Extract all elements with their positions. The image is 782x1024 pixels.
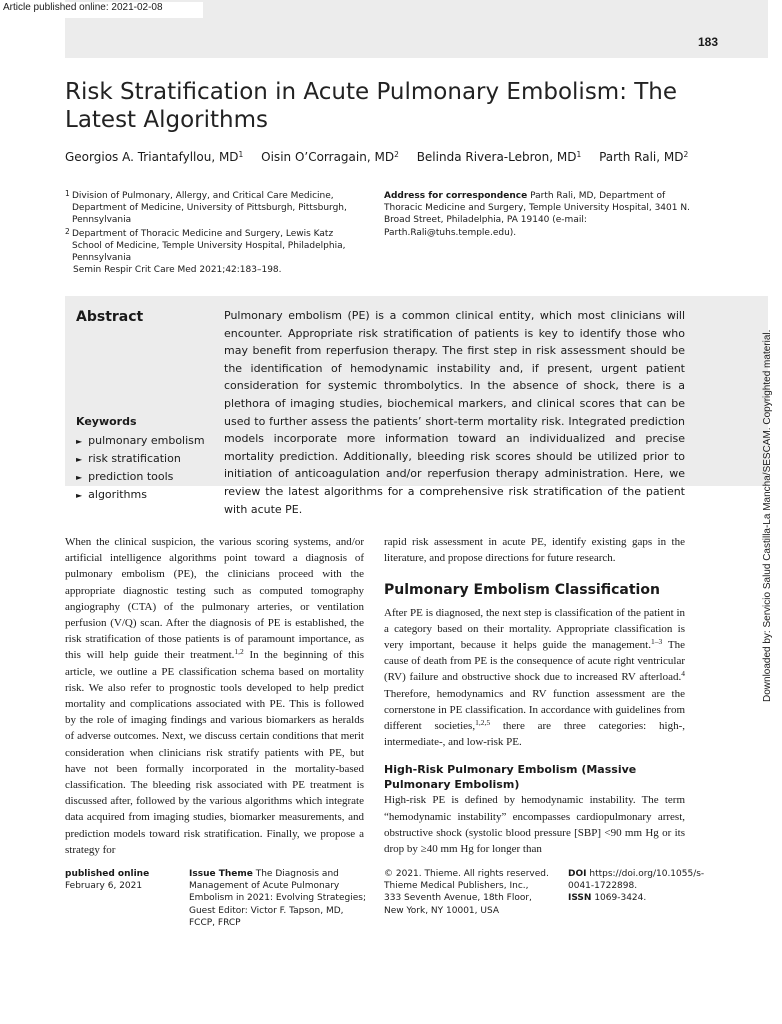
footer-issue-theme: Issue Theme The Diagnosis and Management of Acute Pulmonary Embolism in 2021: Evolving Strategies; Guest Editor: Victor F. Tapson, MD, FCCP, FRCP	[189, 869, 366, 928]
download-watermark: Downloaded by: Servicio Salud Castilla-La Mancha/SESCAM. Copyrighted material.	[762, 329, 773, 702]
body-paragraph: After PE is diagnosed, the next step is classification of the patient in a category based on their mortality. Appropriate classification is very important, because it helps guide the management.$^{1-3}$ The cause of death from PE is the consequence of acute right ventricular (RV) failure and obstructive shock due to increased RV afterload.$^4$ Therefore, hemodynamics and RV function assessment are the cornerstone in PE classification. In accordance with guidelines from different societies,$^{1,2,5}$ there are three categories: high-, intermediate-, and low-risk PE.	[384, 606, 685, 749]
keywords-heading: Keywords	[76, 415, 137, 428]
publication-notice: Article published online: 2021-02-08	[0, 2, 203, 18]
reference-marker[interactable]: 1,2	[234, 647, 244, 657]
reference-marker[interactable]: 1–3	[650, 637, 663, 647]
body-column-left	[65, 534, 364, 858]
author: Parth Rali, $MD^2$	[599, 150, 689, 164]
reference-marker[interactable]: 1,2,5	[475, 718, 491, 728]
keyword-item: ► prediction tools	[76, 468, 205, 486]
footer-doi: DOI https://doi.org/10.1055/s-0041-1722898. ISSN 1069-3424.	[568, 869, 705, 904]
page-number: 183	[697, 35, 718, 49]
keyword-item: ► algorithms	[76, 486, 205, 504]
affiliation: 2 Department of Thoracic Medicine and Surgery, Lewis Katz School of Medicine, Temple University Hospital, Philadelphia, Pennsylvania	[65, 227, 346, 264]
affiliation: 1 Division of Pulmonary, Allergy, and Critical Care Medicine, Department of Medicine, University of Pittsburgh, Pittsburgh, Pennsylvania	[65, 189, 347, 226]
body-paragraph: rapid risk assessment in acute PE, identify existing gaps in the literature, and propose directions for future research.	[384, 536, 685, 565]
keywords-list	[76, 432, 205, 504]
reference-marker[interactable]: 4	[681, 669, 685, 679]
keyword-item: ► pulmonary embolism	[76, 432, 205, 450]
doi-link[interactable]: https://doi.org/10.1055/s-0041-1722898.	[568, 869, 705, 892]
footer-copyright: © 2021. Thieme. All rights reserved. Thieme Medical Publishers, Inc., 333 Seventh Avenue, 18th Floor, New York, NY 10001, USA	[384, 869, 549, 916]
subsection-heading: High-Risk Pulmonary Embolism (Massive Pulmonary Embolism)	[384, 763, 637, 792]
body-column-right	[384, 534, 685, 857]
author: Belinda Rivera-Lebron, $MD^1$	[416, 150, 582, 164]
section-heading: Pulmonary Embolism Classification	[384, 582, 660, 599]
footer-published: published online February 6, 2021	[65, 869, 150, 892]
body-paragraph: When the clinical suspicion, the various scoring systems, and/or artificial intelligence algorithms point toward a diagnosis of pulmonary embolism (PE), the clinicians proceed with the appropriate diagnostic testing such as computed tomography angiography (CTA) of the pulmonary arteries, or ventilation perfusion (V/Q) scan. After the diagnosis of PE is established, the risk stratification of those patients is of paramount importance, as this will help guide their treatment.$^{1,2}$ In the beginning of this article, we outline a PE classification schema based on mortality risk. We also refer to prognostic tools developed to help predict mortality and complications associated with PE. This is followed by the role of imaging findings and various biomarkers as heralds of adverse outcomes. Next, we discuss certain conditions that merit consideration when clinicians risk stratify patients with PE, but have not been formally incorporated in the mortality-based classification. The bleeding risk associated with PE treatment is discussed after, followed by the various algorithms which integrate data acquired from imaging studies, biomarker measurements, and prediction models toward risk stratification. Finally, we propose a strategy for	[65, 536, 365, 856]
article-title: Risk Stratification in Acute Pulmonary Embolism: The Latest Algorithms	[65, 79, 678, 133]
author: Georgios A. Triantafyllou, $MD^1$	[65, 150, 244, 164]
author-list	[65, 150, 725, 164]
abstract-heading: Abstract	[76, 309, 144, 325]
abstract-text: Pulmonary embolism (PE) is a common clinical entity, which most clinicians will encounter. Appropriate risk stratification of patients is key to identify those who may benefit from reperfusion therapy. The first step in risk assessment should be the identification of hemodynamic instability and, if present, urgent patient consideration for systemic thrombolytics. In the absence of shock, there is a plethora of imaging studies, biochemical markers, and clinical scores that can be used to further assess the patients’ short-term mortality risk. Integrated prediction models incorporate more information toward an individualized and precise mortality prediction. Additionally, bleeding risk scores should be utilized prior to initiation of anticoagulation and/or reperfusion therapy administration. Here, we review the latest algorithms for a comprehensive risk stratification of the patient with acute PE.	[224, 309, 685, 516]
body-paragraph: High-risk PE is defined by hemodynamic instability. The term “hemodynamic instability” encompasses cardiopulmonary arrest, obstructive shock (systolic blood pressure [SBP] <90 mm Hg or its drop by ≥40 mm Hg for longer than	[384, 794, 685, 856]
keyword-item: ► risk stratification	[76, 450, 205, 468]
journal-citation: Semin Respir Crit Care Med 2021;42:183–198.	[73, 265, 282, 275]
author: Oisin O’Corragain, $MD^2$	[261, 150, 399, 164]
correspondence-address: Address for correspondence Parth Rali, MD, Department of Thoracic Medicine and Surgery, Temple University Hospital, 3401 N. Broad Street, Philadelphia, PA 19140 (e-mail: Parth.Rali@tuhs.temple.edu).	[384, 191, 690, 238]
